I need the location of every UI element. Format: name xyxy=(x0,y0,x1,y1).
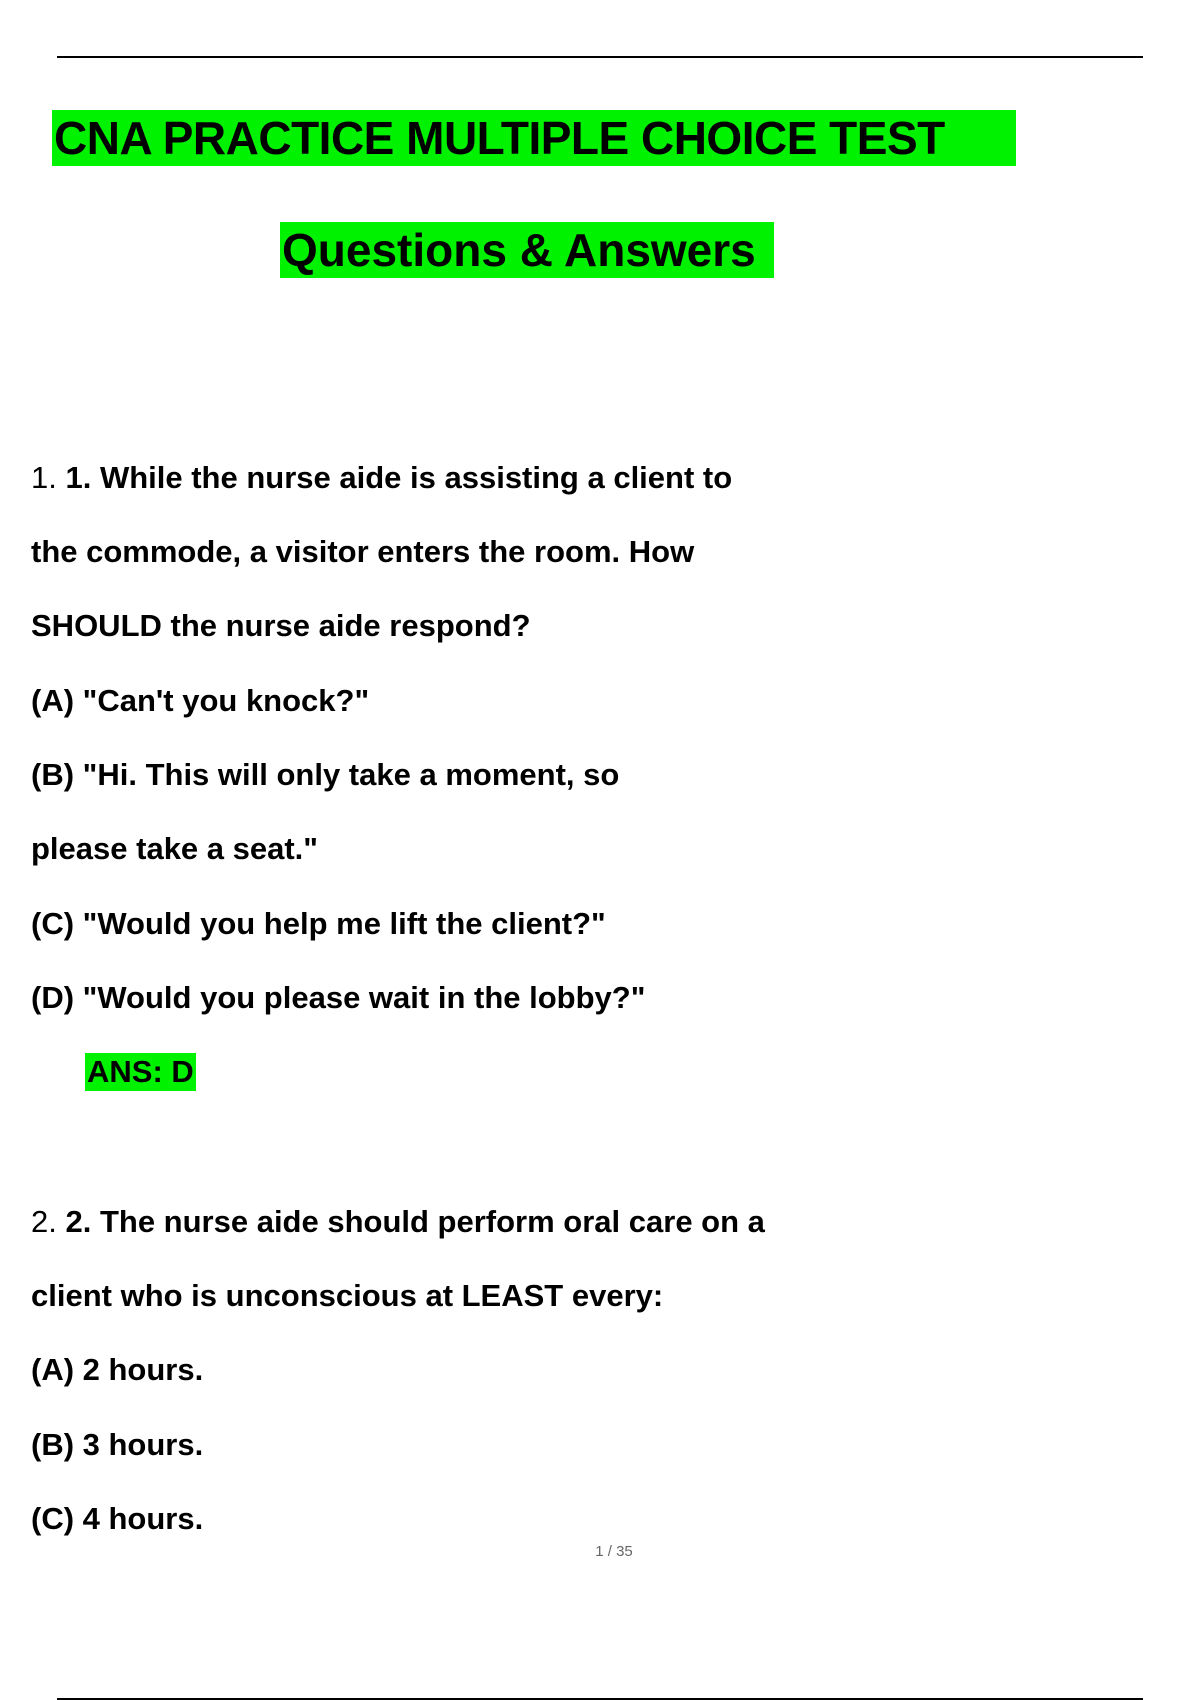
option-a: (A) 2 hours. xyxy=(31,1352,204,1387)
question-2-stem-line-2: client who is unconscious at LEAST every: xyxy=(31,1278,664,1313)
option-d: (D) "Would you please wait in the lobby?" xyxy=(31,980,646,1015)
answer-label: ANS: D xyxy=(87,1054,194,1089)
document-title: CNA PRACTICE MULTIPLE CHOICE TEST xyxy=(52,110,1016,166)
option-c: (C) 4 hours. xyxy=(31,1501,204,1536)
question-1-stem-line-1: 1. 1. While the nurse aide is assisting a client to xyxy=(31,460,733,495)
option-b: (B) 3 hours. xyxy=(31,1427,204,1462)
question-1-stem-line-3: SHOULD the nurse aide respond? xyxy=(31,608,531,643)
document-subtitle: Questions & Answers xyxy=(280,222,774,278)
option-a: (A) "Can't you knock?" xyxy=(31,683,370,718)
top-divider xyxy=(57,56,1143,58)
page-number: 1 / 35 xyxy=(595,1543,633,1560)
option-c: (C) "Would you help me lift the client?" xyxy=(31,906,606,941)
question-number: 1. xyxy=(31,460,57,495)
option-b: (B) "Hi. This will only take a moment, so xyxy=(31,757,620,792)
option-b-continued: please take a seat." xyxy=(31,831,318,866)
question-number: 2. xyxy=(31,1204,57,1239)
question-2-stem-line-1: 2. 2. The nurse aide should perform oral care on a xyxy=(31,1204,765,1239)
question-1-stem-line-2: the commode, a visitor enters the room. How xyxy=(31,534,695,569)
